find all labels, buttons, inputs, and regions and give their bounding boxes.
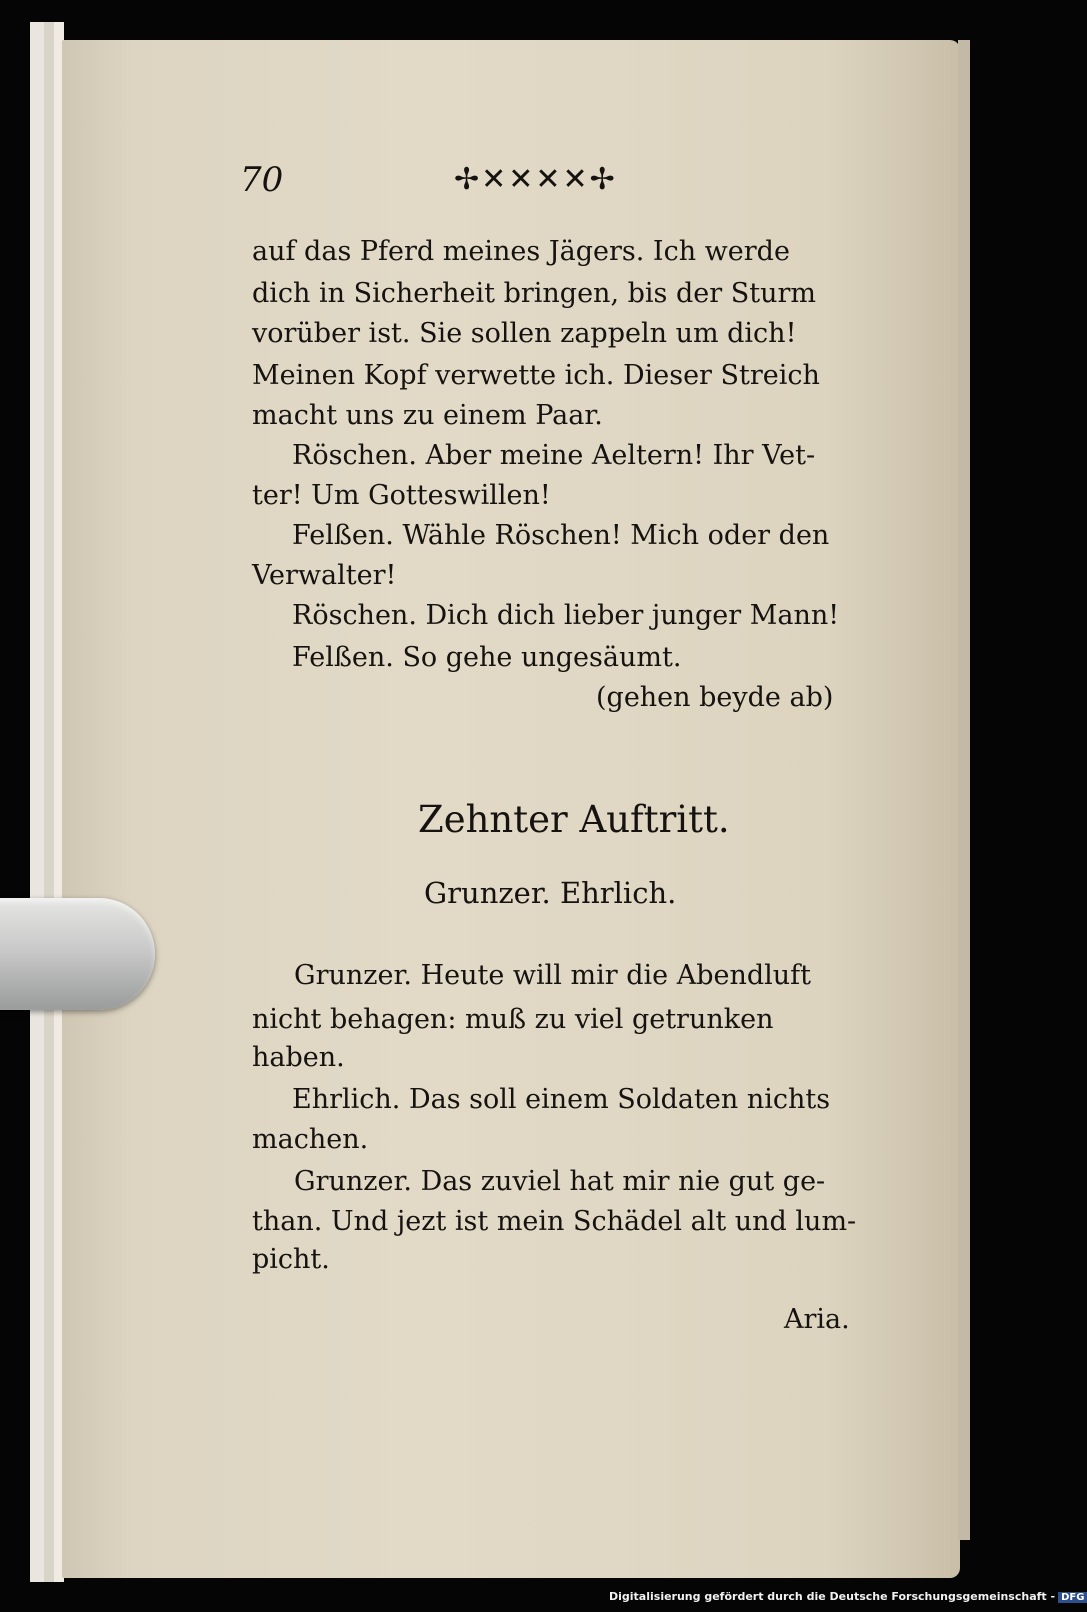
page-edge bbox=[30, 22, 44, 1582]
footer-text: Digitalisierung gefördert durch die Deutsche Forschungsgemeinschaft - bbox=[609, 1590, 1056, 1603]
speaker-line: Felßen. So gehe ungesäumt. bbox=[292, 642, 682, 673]
text-line: nicht behagen: muß zu viel getrunken bbox=[252, 1004, 774, 1035]
text-line: vorüber ist. Sie sollen zappeln um dich! bbox=[252, 318, 797, 349]
stage-direction: (gehen beyde ab) bbox=[596, 682, 834, 713]
scanner-clip bbox=[0, 898, 155, 1010]
text-line: than. Und jezt ist mein Schädel alt und lum- bbox=[252, 1206, 857, 1237]
page-number: 70 bbox=[240, 160, 284, 200]
text-line: Verwalter! bbox=[252, 560, 397, 591]
speaker-line: Felßen. Wähle Röschen! Mich oder den bbox=[292, 520, 830, 551]
text-line: ter! Um Gotteswillen! bbox=[252, 480, 551, 511]
speaker-line: Grunzer. Heute will mir die Abendluft bbox=[294, 960, 811, 991]
scene-characters: Grunzer. Ehrlich. bbox=[424, 876, 677, 910]
text-line: dich in Sicherheit bringen, bis der Sturm bbox=[252, 278, 816, 309]
speaker-line: Röschen. Dich dich lieber junger Mann! bbox=[292, 600, 840, 631]
text-line: Meinen Kopf verwette ich. Dieser Streich bbox=[252, 360, 820, 391]
footer-credit bbox=[609, 1590, 1087, 1603]
text-line: macht uns zu einem Paar. bbox=[252, 400, 603, 431]
page-edge bbox=[44, 22, 54, 1582]
speaker-line: Röschen. Aber meine Aeltern! Ihr Vet- bbox=[292, 440, 816, 471]
dfg-logo: DFG bbox=[1058, 1592, 1087, 1603]
catchword: Aria. bbox=[784, 1304, 850, 1335]
speaker-line: Grunzer. Das zuviel hat mir nie gut ge- bbox=[294, 1166, 826, 1197]
header-ornament: ✢✕✕✕✕✢ bbox=[454, 162, 617, 197]
text-line: machen. bbox=[252, 1124, 369, 1155]
next-page-edge bbox=[958, 40, 970, 1540]
text-line: picht. bbox=[252, 1244, 330, 1275]
scene-heading: Zehnter Auftritt. bbox=[418, 798, 730, 841]
text-line: haben. bbox=[252, 1042, 345, 1073]
speaker-line: Ehrlich. Das soll einem Soldaten nichts bbox=[292, 1084, 831, 1115]
text-line: auf das Pferd meines Jägers. Ich werde bbox=[252, 236, 790, 267]
